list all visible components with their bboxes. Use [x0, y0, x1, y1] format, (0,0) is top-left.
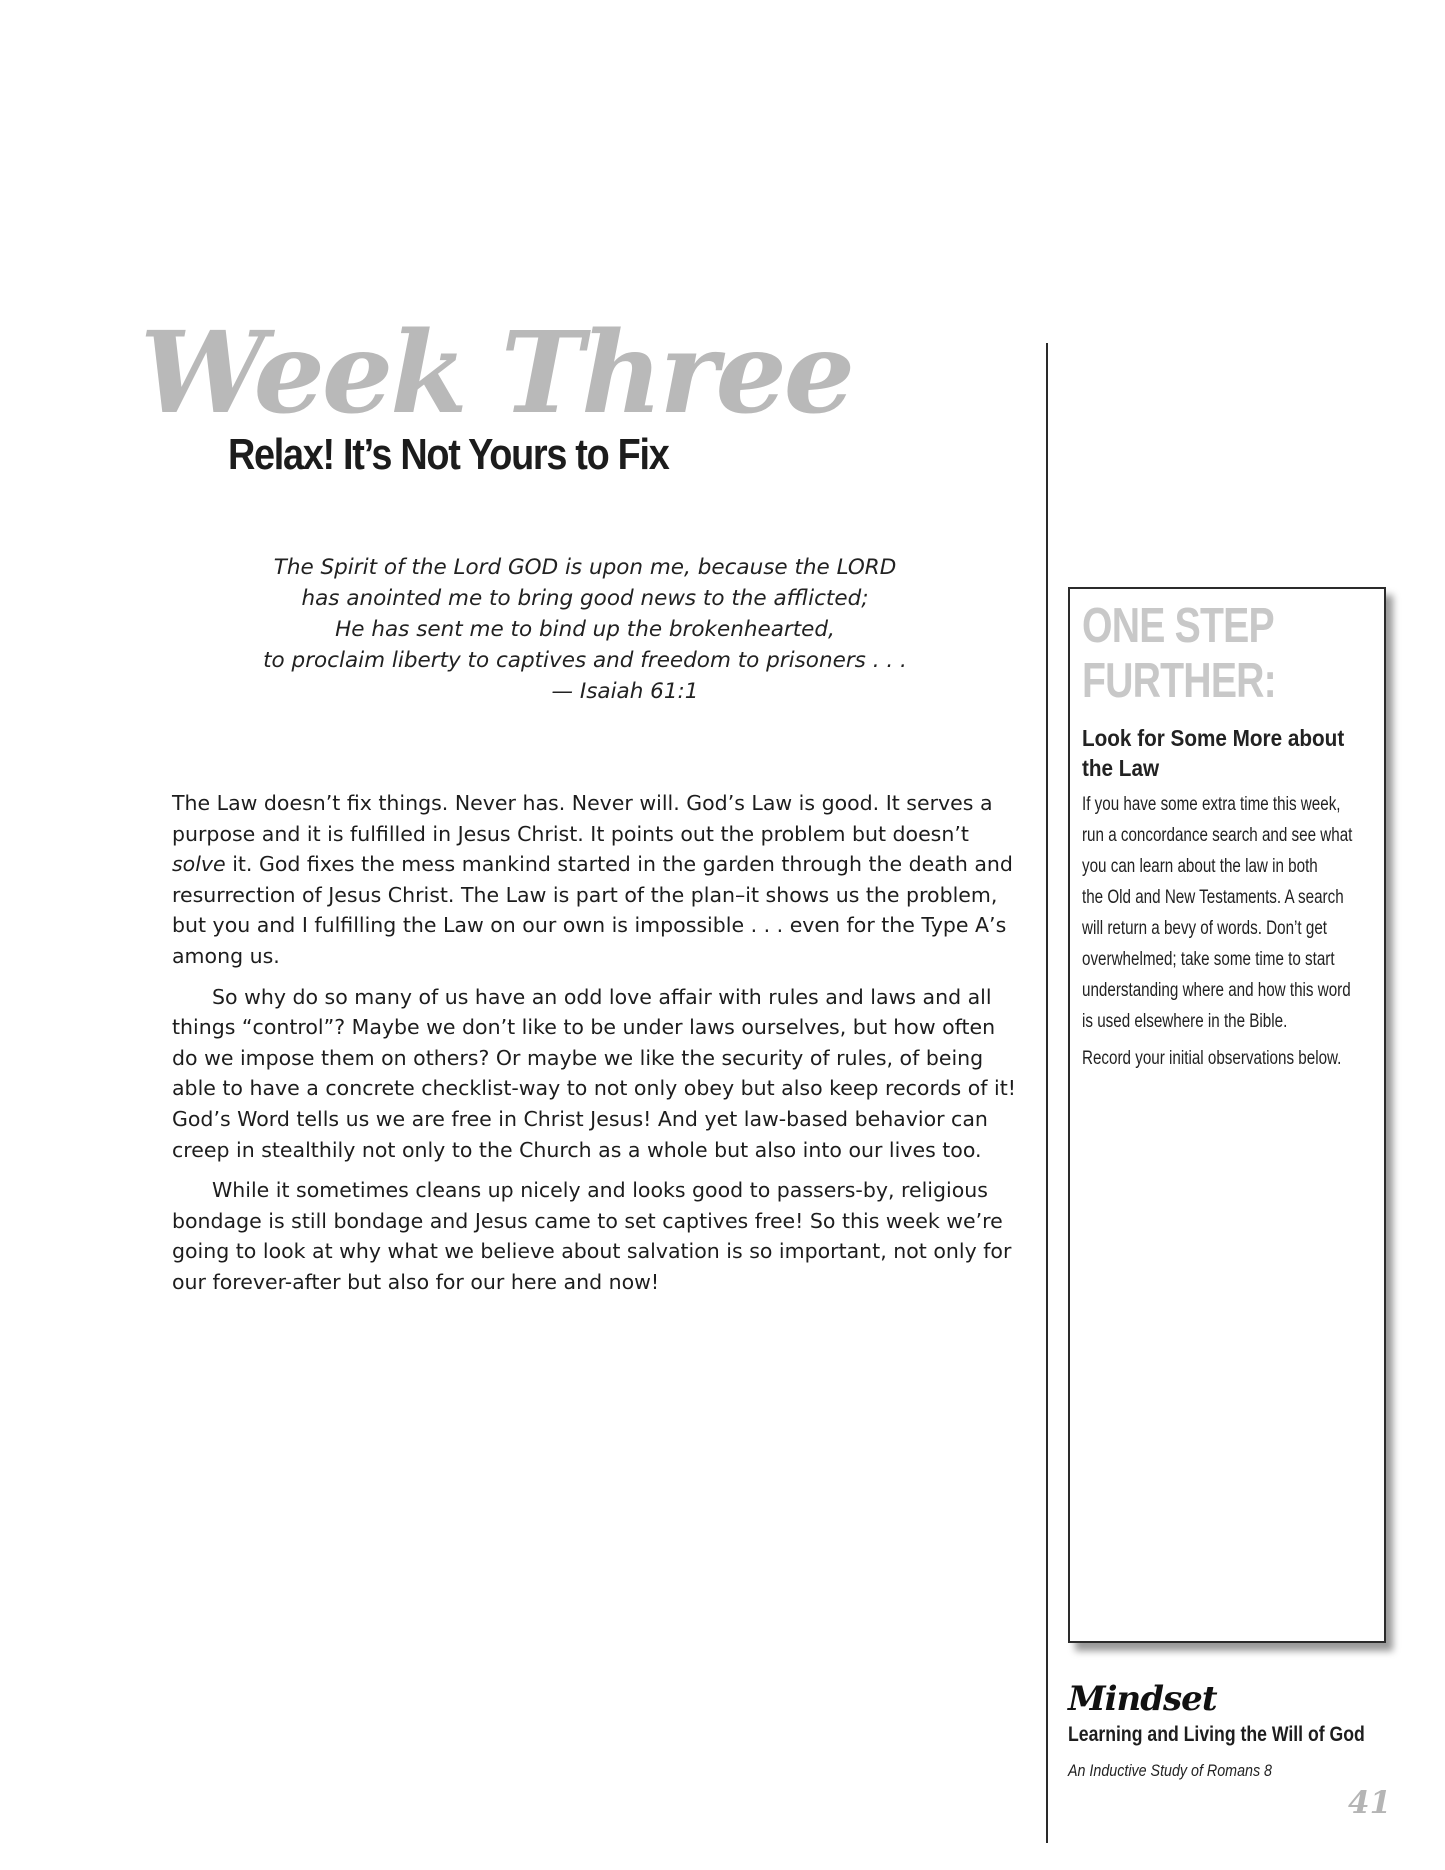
- body-paragraph-1: [172, 788, 1027, 972]
- body-paragraph-1-part-b: it. God fixes the mess mankind started in the garden through the death and resurrection of Jesus Christ. The Law is part of the plan–it shows us the problem, but you and I fulfilling the Law on our own is impossible . . . even for the Type A’s among us.: [172, 852, 1013, 968]
- week-label-script: Week Three: [140, 308, 853, 439]
- sidebar-text-line: will return a bevy of words. Don’t get: [1082, 918, 1327, 939]
- epigraph-line: He has sent me to bind up the brokenhearted,: [335, 617, 835, 642]
- sidebar-heading-line-1: ONE STEP: [1082, 599, 1274, 653]
- one-step-further-box: [1068, 587, 1386, 1643]
- body-text: [172, 788, 1027, 1308]
- brand-subtitle: Learning and Living the Will of God: [1068, 1723, 1365, 1746]
- body-paragraph-1-part-a: The Law doesn’t fix things. Never has. Never will. God’s Law is good. It serves a purpose and it is fulfilled in Jesus Christ. It points out the problem but doesn’t: [172, 791, 993, 846]
- brand-tagline: An Inductive Study of Romans 8: [1068, 1761, 1273, 1780]
- sidebar-text-line: run a concordance search and see what: [1082, 825, 1353, 846]
- sidebar-text-line: the Old and New Testaments. A search: [1082, 887, 1344, 908]
- body-paragraph-2: So why do so many of us have an odd love affair with rules and laws and all things “control”? Maybe we don’t like to be under laws ourselves, but how often do we impose them on others? Or maybe we like the security of rules, of being able to have a concrete checklist-way to not only obey but also keep records of it! God’s Word tells us we are free in Christ Jesus! And yet law-based behavior can creep in stealthily not only to the Church as a whole but also into our lives too.: [172, 984, 1016, 1162]
- brand-logo: Mindset: [1068, 1679, 1217, 1719]
- sidebar-subhead-line-1: Look for Some More about: [1082, 725, 1345, 751]
- sidebar-record-line: Record your initial observations below.: [1082, 1048, 1342, 1069]
- epigraph-line: The Spirit of the Lord GOD is upon me, because the LORD: [273, 555, 897, 580]
- page-number: 41: [1348, 1785, 1392, 1821]
- body-paragraph-3: While it sometimes cleans up nicely and looks good to passers-by, religious bondage is still bondage and Jesus came to set captives free! So this week we’re going to look at why what we believe about salvation is so important, not only for our forever-after but also for our here and now!: [172, 1178, 1012, 1294]
- sidebar-subhead-line-2: the Law: [1082, 755, 1160, 781]
- sidebar-text-line: you can learn about the law in both: [1082, 856, 1318, 877]
- sidebar-heading-line-2: FURTHER:: [1082, 654, 1276, 708]
- epigraph-reference: — Isaiah 61:1: [551, 679, 699, 704]
- chapter-title: Relax! It’s Not Yours to Fix: [228, 430, 669, 479]
- epigraph: [240, 552, 930, 707]
- sidebar-text-line: is used elsewhere in the Bible.: [1082, 1011, 1288, 1032]
- sidebar-text-line: understanding where and how this word: [1082, 980, 1351, 1001]
- sidebar-text-line: If you have some extra time this week,: [1082, 794, 1341, 815]
- sidebar-text-line: overwhelmed; take some time to start: [1082, 949, 1335, 970]
- vertical-rule: [1046, 343, 1048, 1843]
- epigraph-line: has anointed me to bring good news to the afflicted;: [301, 586, 869, 611]
- epigraph-line: to proclaim liberty to captives and freedom to prisoners . . .: [263, 648, 907, 673]
- body-paragraph-1-emphasis: solve: [172, 852, 226, 877]
